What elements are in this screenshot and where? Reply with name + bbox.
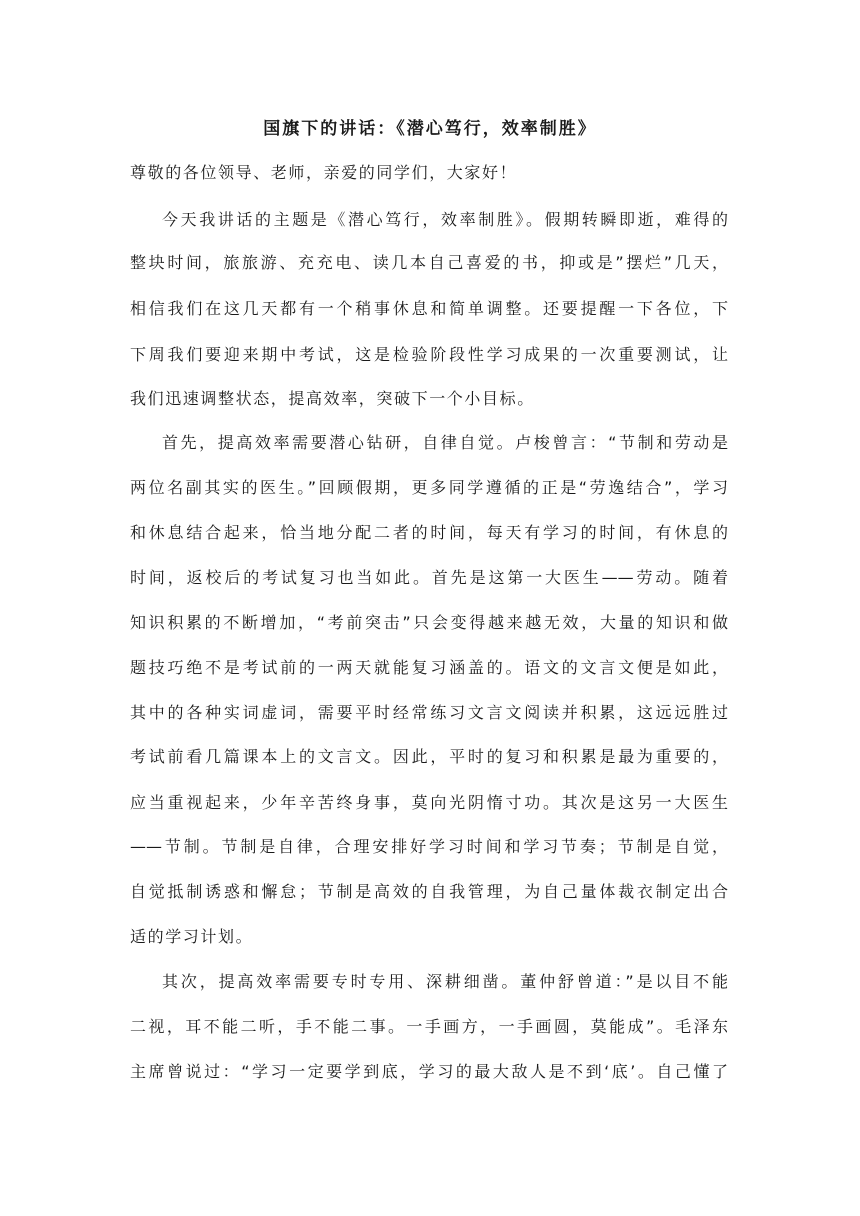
paragraph-3-line-1: 其次，提高效率需要专时专用、深耕细凿。董仲舒曾道：”是以目不能 <box>162 972 728 991</box>
paragraph-1-line-2: 整块时间，旅旅游、充充电、读几本自己喜爱的书，抑或是”摆烂”几天， <box>130 253 728 272</box>
paragraph-1-line-5: 我们迅速调整状态，提高效率，突破下一个小目标。 <box>130 389 535 408</box>
paragraph-2-line-6: 题技巧绝不是考试前的一两天就能复习涵盖的。语文的文言文便是如此， <box>130 658 728 677</box>
paragraph-2-line-10: ——节制。节制是自律，合理安排好学习时间和学习节奏；节制是自觉， <box>130 837 728 856</box>
paragraph-3-line-2: 二视，耳不能二听，手不能二事。一手画方，一手画圆，莫能成”。毛泽东 <box>130 1017 728 1036</box>
paragraph-2-line-2: 两位名副其实的医生。”回顾假期，更多同学遵循的正是“劳逸结合”，学习 <box>130 478 728 497</box>
greeting-line: 尊敬的各位领导、老师，亲爱的同学们，大家好！ <box>130 163 518 182</box>
paragraph-2-line-1: 首先，提高效率需要潜心钻研，自律自觉。卢梭曾言：“节制和劳动是 <box>162 433 728 452</box>
paragraph-2-line-9: 应当重视起来，少年辛苦终身事，莫向光阴惰寸功。其次是这另一大医生 <box>130 793 728 812</box>
paragraph-1-line-1: 今天我讲话的主题是《潜心笃行，效率制胜》。假期转瞬即逝，难得的 <box>162 210 728 229</box>
paragraph-2-line-11: 自觉抵制诱惑和懈怠；节制是高效的自我管理，为自己量体裁衣制定出合 <box>130 882 728 901</box>
paragraph-2-line-12: 适的学习计划。 <box>130 927 254 946</box>
paragraph-1-line-4: 下周我们要迎来期中考试，这是检验阶段性学习成果的一次重要测试，让 <box>130 345 728 364</box>
speech-title: 国旗下的讲话：《潜心笃行，效率制胜》 <box>263 119 597 139</box>
paragraph-2-line-3: 和休息结合起来，恰当地分配二者的时间，每天有学习的时间，有休息的 <box>130 523 728 542</box>
paragraph-2-line-7: 其中的各种实词虚词，需要平时经常练习文言文阅读并积累，这远远胜过 <box>130 703 728 722</box>
paragraph-2-line-8: 考试前看几篇课本上的文言文。因此，平时的复习和积累是最为重要的， <box>130 747 728 766</box>
paragraph-2-line-4: 时间，返校后的考试复习也当如此。首先是这第一大医生——劳动。随着 <box>130 568 728 587</box>
paragraph-3-line-3: 主席曾说过：“学习一定要学到底，学习的最大敌人是不到‘底’。自己懂了 <box>130 1062 728 1081</box>
paragraph-1-line-3: 相信我们在这几天都有一个稍事休息和简单调整。还要提醒一下各位，下 <box>130 299 728 318</box>
paragraph-2-line-5: 知识积累的不断增加，“考前突击”只会变得越来越无效，大量的知识和做 <box>130 613 728 632</box>
